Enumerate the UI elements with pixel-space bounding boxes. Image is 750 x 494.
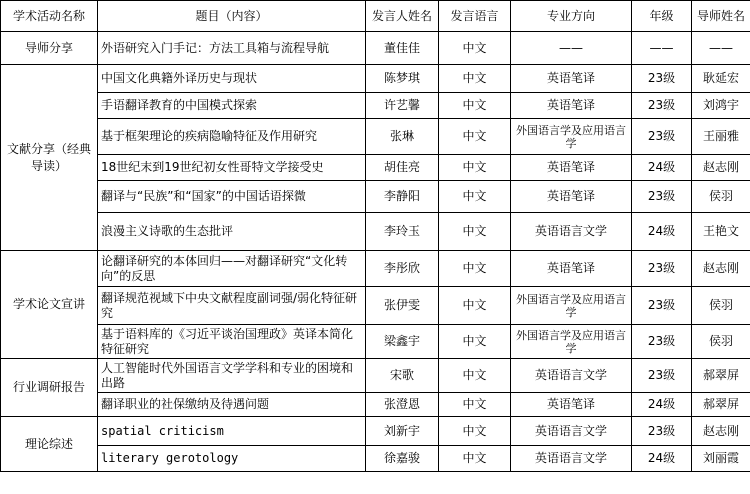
table-row xyxy=(1,181,750,213)
row-grade: 23级 xyxy=(632,119,692,155)
row-speaker: 许艺馨 xyxy=(366,93,439,119)
row-language: 中文 xyxy=(439,65,511,93)
row-language: 中文 xyxy=(439,251,511,287)
row-language: 中文 xyxy=(439,32,511,65)
row-grade: 23级 xyxy=(632,417,692,446)
row-language: 中文 xyxy=(439,359,511,393)
header-language: 发言语言 xyxy=(439,1,511,32)
table-row xyxy=(1,325,750,359)
row-title: spatial criticism xyxy=(98,417,366,446)
row-speaker: 李玲玉 xyxy=(366,213,439,251)
row-title: 人工智能时代外国语言文学学科和专业的困境和出路 xyxy=(98,359,366,393)
row-speaker: 董佳佳 xyxy=(366,32,439,65)
row-grade: 23级 xyxy=(632,325,692,359)
table-row xyxy=(1,393,750,417)
row-grade: 23级 xyxy=(632,287,692,325)
row-major: 英语语言文学 xyxy=(511,213,632,251)
row-title: 中国文化典籍外译历史与现状 xyxy=(98,65,366,93)
header-major: 专业方向 xyxy=(511,1,632,32)
row-title: 外语研究入门手记：方法工具箱与流程导航 xyxy=(98,32,366,65)
row-major: 外国语言学及应用语言学 xyxy=(511,119,632,155)
row-title: 手语翻译教育的中国模式探索 xyxy=(98,93,366,119)
header-speaker: 发言人姓名 xyxy=(366,1,439,32)
row-title: 翻译规范视域下中央文献程度副词强/弱化特征研究 xyxy=(98,287,366,325)
header-title: 题目（内容） xyxy=(98,1,366,32)
row-language: 中文 xyxy=(439,119,511,155)
table-row xyxy=(1,446,750,472)
row-advisor: 赵志刚 xyxy=(692,251,750,287)
row-major: 英语笔译 xyxy=(511,181,632,213)
row-speaker: 李彤欣 xyxy=(366,251,439,287)
row-title: 翻译与“民族”和“国家”的中国话语探微 xyxy=(98,181,366,213)
table-row xyxy=(1,251,750,287)
row-title: 基于语料库的《习近平谈治国理政》英译本简化特征研究 xyxy=(98,325,366,359)
row-grade: 23级 xyxy=(632,251,692,287)
row-language: 中文 xyxy=(439,417,511,446)
section-name: 导师分享 xyxy=(1,32,98,65)
row-grade: 24级 xyxy=(632,213,692,251)
row-language: 中文 xyxy=(439,325,511,359)
header-grade: 年级 xyxy=(632,1,692,32)
row-speaker: 张琳 xyxy=(366,119,439,155)
row-language: 中文 xyxy=(439,155,511,181)
row-grade: 23级 xyxy=(632,65,692,93)
table-row xyxy=(1,93,750,119)
header-activity: 学术活动名称 xyxy=(1,1,98,32)
row-title: literary gerotology xyxy=(98,446,366,472)
table-row xyxy=(1,359,750,393)
row-advisor: 侯羽 xyxy=(692,287,750,325)
row-title: 浪漫主义诗歌的生态批评 xyxy=(98,213,366,251)
row-speaker: 宋歌 xyxy=(366,359,439,393)
row-major: 英语笔译 xyxy=(511,155,632,181)
row-advisor: 侯羽 xyxy=(692,181,750,213)
row-advisor: 刘丽霞 xyxy=(692,446,750,472)
row-language: 中文 xyxy=(439,393,511,417)
row-grade: 23级 xyxy=(632,93,692,119)
section-name: 理论综述 xyxy=(1,417,98,472)
row-speaker: 张澄恩 xyxy=(366,393,439,417)
row-language: 中文 xyxy=(439,287,511,325)
row-major: —— xyxy=(511,32,632,65)
row-advisor: 王艳文 xyxy=(692,213,750,251)
row-speaker: 刘新宇 xyxy=(366,417,439,446)
header-row xyxy=(1,1,750,32)
row-grade: —— xyxy=(632,32,692,65)
row-major: 英语笔译 xyxy=(511,65,632,93)
row-grade: 24级 xyxy=(632,155,692,181)
row-advisor: 郝翠屏 xyxy=(692,393,750,417)
section-name: 行业调研报告 xyxy=(1,359,98,417)
row-language: 中文 xyxy=(439,213,511,251)
row-speaker: 梁鑫宇 xyxy=(366,325,439,359)
row-speaker: 胡佳亮 xyxy=(366,155,439,181)
table-row xyxy=(1,213,750,251)
table-row xyxy=(1,287,750,325)
row-advisor: 王丽雅 xyxy=(692,119,750,155)
section-name: 学术论文宣讲 xyxy=(1,251,98,359)
row-speaker: 徐嘉骏 xyxy=(366,446,439,472)
section-name: 文献分享（经典导读） xyxy=(1,65,98,251)
row-advisor: 赵志刚 xyxy=(692,155,750,181)
row-grade: 24级 xyxy=(632,446,692,472)
row-language: 中文 xyxy=(439,93,511,119)
row-major: 英语语言文学 xyxy=(511,359,632,393)
row-major: 外国语言学及应用语言学 xyxy=(511,325,632,359)
header-advisor: 导师姓名 xyxy=(692,1,750,32)
table-row xyxy=(1,119,750,155)
row-language: 中文 xyxy=(439,181,511,213)
row-major: 英语笔译 xyxy=(511,393,632,417)
table-row xyxy=(1,155,750,181)
row-advisor: 侯羽 xyxy=(692,325,750,359)
row-title: 18世纪末到19世纪初女性哥特文学接受史 xyxy=(98,155,366,181)
row-advisor: 郝翠屏 xyxy=(692,359,750,393)
row-grade: 23级 xyxy=(632,181,692,213)
row-grade: 24级 xyxy=(632,393,692,417)
row-major: 外国语言学及应用语言学 xyxy=(511,287,632,325)
row-language: 中文 xyxy=(439,446,511,472)
row-major: 英语笔译 xyxy=(511,251,632,287)
table-row xyxy=(1,65,750,93)
table-row xyxy=(1,417,750,446)
row-title: 基于框架理论的疾病隐喻特征及作用研究 xyxy=(98,119,366,155)
row-speaker: 张伊雯 xyxy=(366,287,439,325)
row-advisor: 刘鸿宇 xyxy=(692,93,750,119)
table-row xyxy=(1,32,750,65)
row-advisor: —— xyxy=(692,32,750,65)
row-grade: 23级 xyxy=(632,359,692,393)
row-speaker: 陈梦琪 xyxy=(366,65,439,93)
row-major: 英语语言文学 xyxy=(511,446,632,472)
row-speaker: 李静阳 xyxy=(366,181,439,213)
row-major: 英语语言文学 xyxy=(511,417,632,446)
row-major: 英语笔译 xyxy=(511,93,632,119)
row-title: 论翻译研究的本体回归——对翻译研究“文化转向”的反思 xyxy=(98,251,366,287)
row-advisor: 赵志刚 xyxy=(692,417,750,446)
row-advisor: 耿延宏 xyxy=(692,65,750,93)
row-title: 翻译职业的社保缴纳及待遇问题 xyxy=(98,393,366,417)
